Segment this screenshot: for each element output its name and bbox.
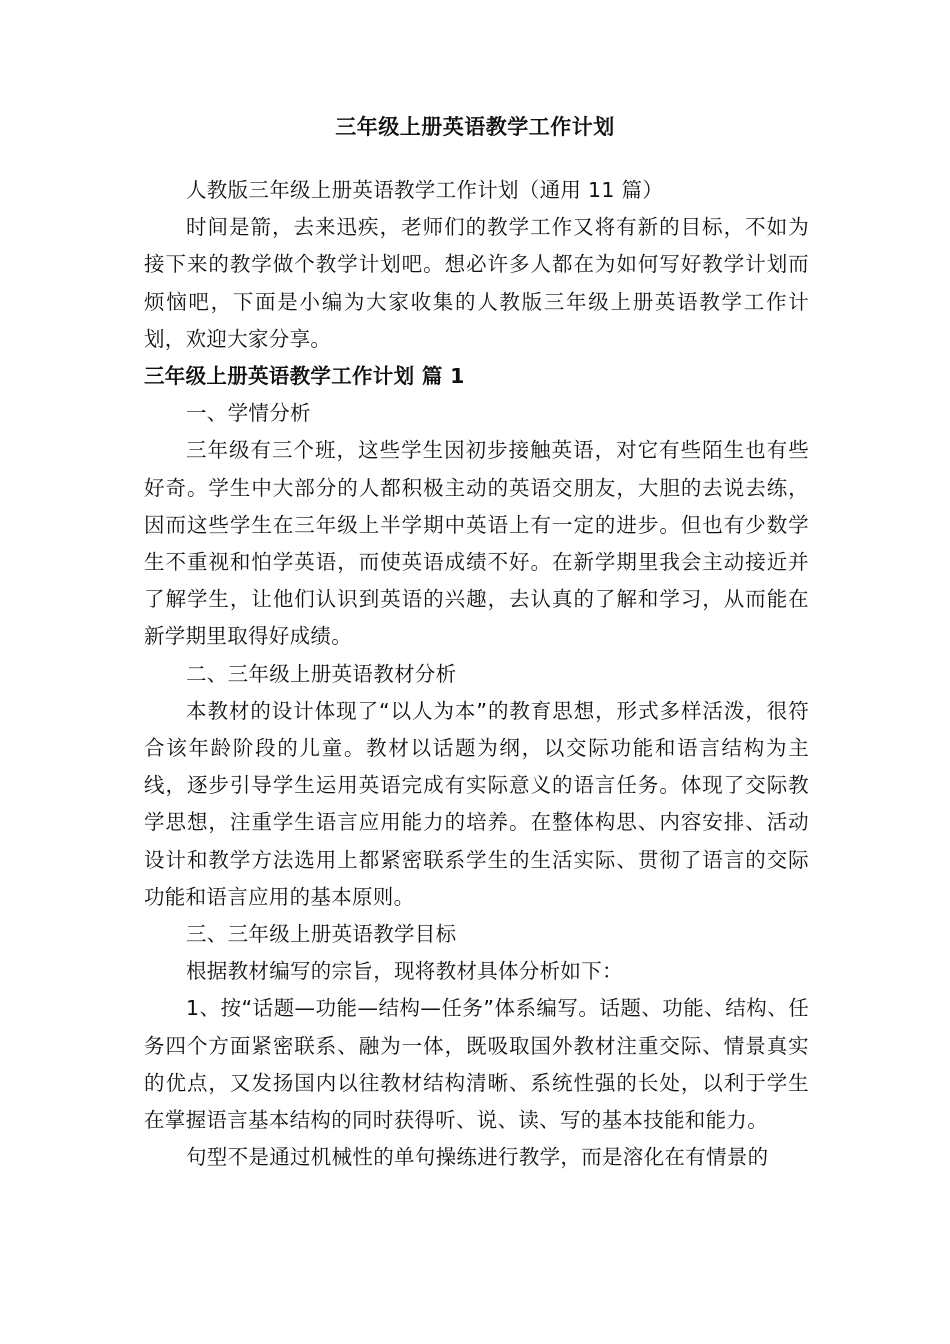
subheading-learning-analysis: 一、学情分析 bbox=[186, 401, 311, 426]
subheading-teaching-goals: 三、三年级上册英语教学目标 bbox=[186, 922, 457, 947]
sentence-pattern-paragraph: 句型不是通过机械性的单句操练进行教学，而是溶化在有情景的 bbox=[186, 1145, 769, 1170]
goal-item-1-paragraph: 1、按“话题—功能—结构—任务”体系编写。话题、功能、结构、任务四个方面紧密联系、融为一体，既吸取国外教材注重交际、情景真实的优点，又发扬国内以往教材结构清晰、系统性强的长处，以利于学生在掌握语言基本结构的同时获得听、说、读、写的基本技能和能力。 bbox=[144, 996, 809, 1133]
document-title: 三年级上册英语教学工作计划 bbox=[335, 115, 615, 139]
learning-analysis-paragraph: 三年级有三个班，这些学生因初步接触英语，对它有些陌生也有些好奇。学生中大部分的人都积极主动的英语交朋友，大胆的去说去练，因而这些学生在三年级上半学期中英语上有一定的进步。但也有少数学生不重视和怕学英语，而使英语成绩不好。在新学期里我会主动接近并了解学生，让他们认识到英语的兴趣，去认真的了解和学习，从而能在新学期里取得好成绩。 bbox=[144, 438, 809, 649]
subheading-textbook-analysis: 二、三年级上册英语教材分析 bbox=[186, 661, 457, 686]
textbook-analysis-paragraph: 本教材的设计体现了“以人为本”的教育思想，形式多样活泼，很符合该年龄阶段的儿童。教材以话题为纲，以交际功能和语言结构为主线，逐步引导学生运用英语完成有实际意义的语言任务。体现了交际教学思想，注重学生语言应用能力的培养。在整体构思、内容安排、活动设计和教学方法选用上都紧密联系学生的生活实际、贯彻了语言的交际功能和语言应用的基本原则。 bbox=[144, 698, 809, 909]
teaching-goals-paragraph: 根据教材编写的宗旨，现将教材具体分析如下： bbox=[186, 959, 623, 984]
document-body bbox=[144, 172, 809, 1176]
section-heading: 三年级上册英语教学工作计划 篇 1 bbox=[144, 364, 465, 389]
intro-paragraph: 时间是箭，去来迅疾，老师们的教学工作又将有新的目标，不如为接下来的教学做个教学计划吧。想必许多人都在为如何写好教学计划而烦恼吧，下面是小编为大家收集的人教版三年级上册英语教学工作计划，欢迎大家分享。 bbox=[144, 215, 809, 351]
subtitle-paragraph: 人教版三年级上册英语教学工作计划（通用 11 篇） bbox=[186, 178, 664, 202]
